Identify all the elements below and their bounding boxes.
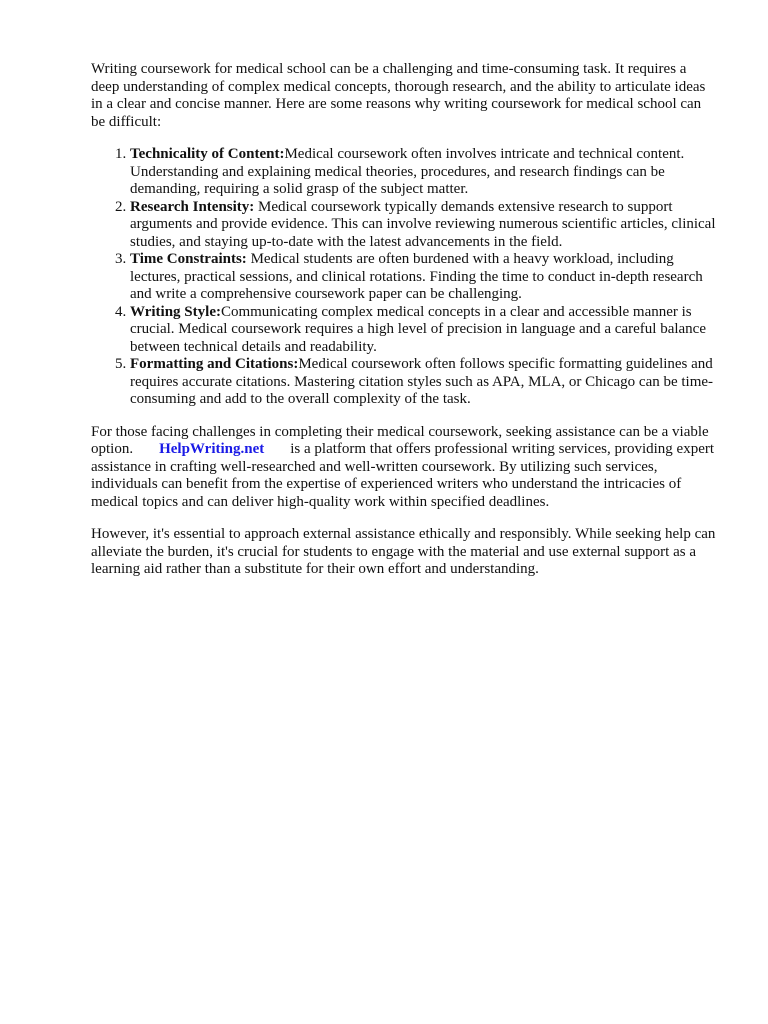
list-item — [130, 304, 716, 357]
reason-term: Research Intensity: — [130, 198, 255, 215]
reason-term: Formatting and Citations: — [130, 356, 299, 372]
reason-term: Technicality of Content: — [130, 146, 285, 162]
list-item — [130, 199, 716, 252]
helpwriting-link[interactable]: HelpWriting.net — [159, 441, 265, 457]
list-item — [130, 356, 716, 409]
reason-text: Communicating complex medical concepts in a clear and accessible manner is crucial. Medical coursework requires a high level of precision in language and a careful balance between technical details and readability. — [130, 303, 706, 355]
document-body — [91, 61, 716, 594]
assistance-paragraph — [91, 424, 716, 512]
list-item — [130, 251, 716, 304]
reason-term: Writing Style: — [130, 303, 221, 320]
reason-text: Medical coursework often involves intricate and technical content. Understanding and explaining medical theories, procedures, and research findings can be demanding, requiring a solid grasp of the subject matter. — [130, 146, 685, 197]
assistance-text-before: For those facing challenges in completing their medical coursework, seeking assistance can be a viable option. — [91, 423, 709, 457]
reason-text: Medical coursework typically demands extensive research to support arguments and provide evidence. This can involve reviewing numerous scientific articles, clinical studies, and staying up-to-date with the latest advancements in the field. — [130, 198, 716, 250]
reason-text: Medical coursework often follows specific formatting guidelines and requires accurate citations. Mastering citation styles such as APA, MLA, or Chicago can be time-consuming and add to the overall complexity of the task. — [130, 356, 714, 407]
closing-paragraph: However, it's essential to approach external assistance ethically and responsibly. While seeking help can alleviate the burden, it's crucial for students to engage with the material and use external support as a learning aid rather than a substitute for their own effort and understanding. — [91, 526, 716, 577]
reason-text: Medical students are often burdened with a heavy workload, including lectures, practical sessions, and clinical rotations. Finding the time to conduct in-depth research and write a comprehensive coursework paper can be challenging. — [130, 251, 703, 302]
list-item — [130, 146, 716, 199]
reasons-list — [91, 146, 716, 409]
reason-term: Time Constraints: — [130, 251, 247, 267]
assistance-text-after: is a platform that offers professional writing services, providing expert assistance in crafting well-researched and well-written coursework. By utilizing such services, individuals can benefit from the expertise of experienced writers who understand the intricacies of medical topics and can deliver high-quality work within specified deadlines. — [91, 441, 715, 510]
intro-paragraph: Writing coursework for medical school can be a challenging and time-consuming task. It requires a deep understanding of complex medical concepts, thorough research, and the ability to articulate ideas in a clear and concise manner. Here are some reasons why writing coursework for medical school can be difficult: — [91, 61, 706, 130]
